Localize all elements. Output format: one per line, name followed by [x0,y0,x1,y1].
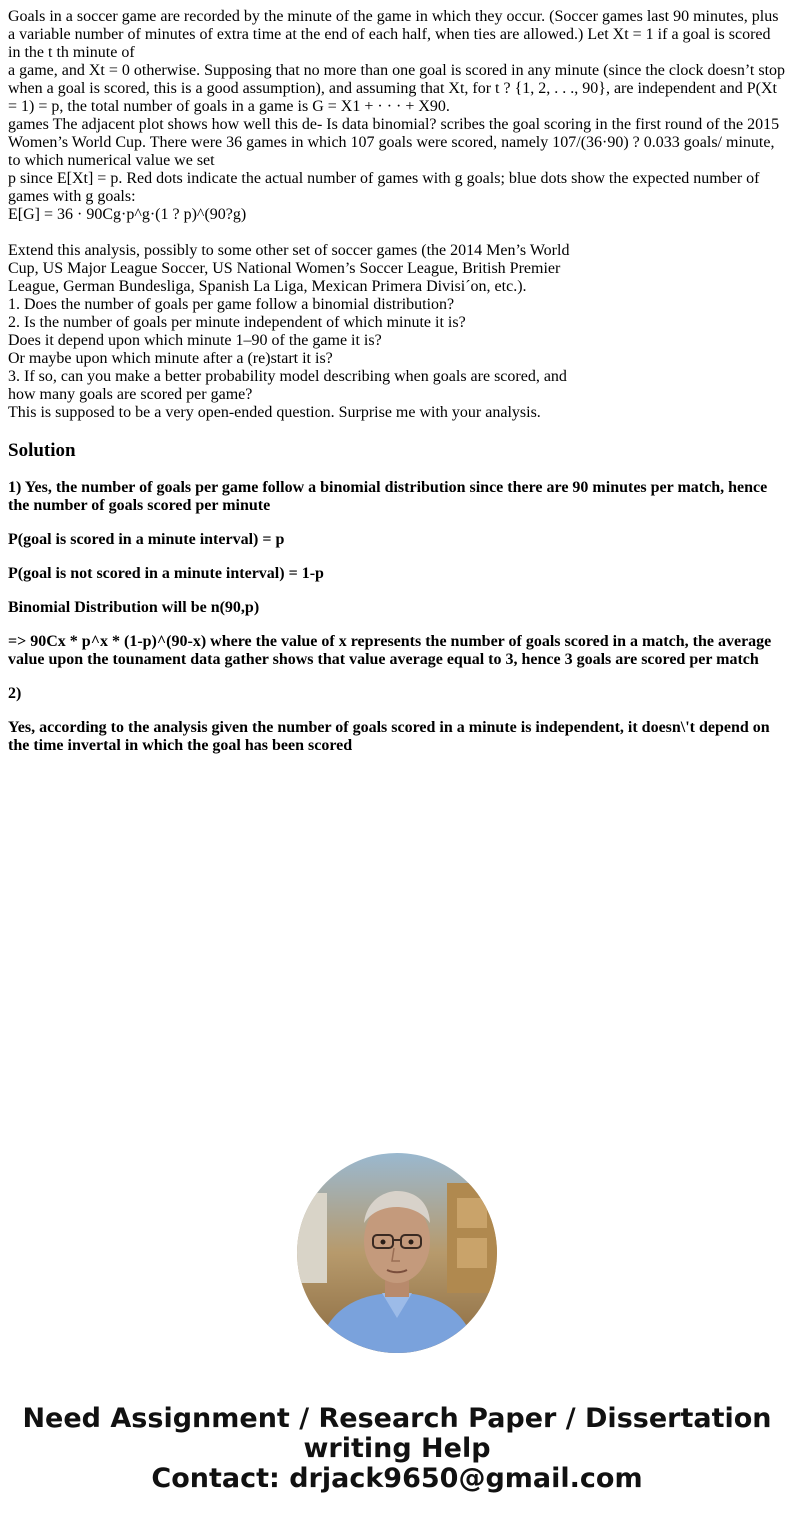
question-item: This is supposed to be a very open-ended question. Surprise me with your analysis. [8,404,541,421]
question-line: games The adjacent plot shows how well this de- Is data binomial? scribes the goal scoring in the first round of the 2015 Women’s World Cup. There were 36 games in which 107 goals were scored, namely 107/(36·90) ? 0.033 goals/ minute, to which numerical value we set [8,116,780,169]
question-item: 3. If so, can you make a better probability model describing when goals are scored, and how many goals are scored per game? [8,368,567,403]
question-line: Extend this analysis, possibly to some other set of soccer games (the 2014 Men’s World Cup, US Major League Soccer, US National Women’s Soccer League, British Premier League, German Bundesliga, Spanish La Liga, Mexican Primera Divisi´on, etc.). [8,242,570,295]
promo-line: writing Help [303,1433,491,1464]
question-line: Goals in a soccer game are recorded by the minute of the game in which they occur. (Soccer games last 90 minutes, plus a variable number of minutes of extra time at the end of each half, when ties are allowed.) Let Xt = 1 if a goal is scored in the t th minute of [8,8,779,61]
promo-line: Need Assignment / Research Paper / Dissertation [22,1403,772,1434]
author-avatar [297,1153,497,1353]
promo-footer [0,1404,794,1494]
solution-body [8,479,786,771]
question-line: p since E[Xt] = p. Red dots indicate the actual number of games with g goals; blue dots show the expected number of games with g goals: [8,170,760,205]
question-item: 2. Is the number of goals per minute independent of which minute it is? [8,314,466,331]
question-formula: E[G] = 36 · 90Cg·p^g·(1 ? p)^(90?g) [8,206,247,223]
solution-paragraph: 2) [8,685,22,702]
solution-paragraph: => 90Cx * p^x * (1-p)^(90-x) where the value of x represents the number of goals scored in a match, the average value upon the tounament data gather shows that value average equal to 3, hence 3 goals are scored per match [8,633,772,668]
question-line: a game, and Xt = 0 otherwise. Supposing that no more than one goal is scored in any minute (since the clock doesn’t stop when a goal is scored, this is a good assumption), and assuming that Xt, for t ? {1, 2, . . ., 90}, are independent and P(Xt = 1) = p, the total number of goals in a game is G = X1 + · · · + X90. [8,62,786,115]
solution-paragraph: 1) Yes, the number of goals per game follow a binomial distribution since there are 90 minutes per match, hence the number of goals scored per minute [8,479,768,514]
solution-heading: Solution [8,440,76,461]
solution-paragraph: Yes, according to the analysis given the number of goals scored in a minute is independent, it doesn\'t depend on the time invertal in which the goal has been scored [8,719,770,754]
contact-email: Contact: drjack9650@gmail.com [151,1463,643,1494]
author-portrait-image [297,1153,497,1353]
solution-paragraph: Binomial Distribution will be n(90,p) [8,599,260,616]
question-item: 1. Does the number of goals per game follow a binomial distribution? [8,296,455,313]
solution-paragraph: P(goal is not scored in a minute interval) = 1-p [8,565,324,582]
solution-paragraph: P(goal is scored in a minute interval) = p [8,531,285,548]
question-item: Does it depend upon which minute 1–90 of the game it is? [8,332,382,349]
question-item: Or maybe upon which minute after a (re)start it is? [8,350,333,367]
question-text [8,8,786,422]
